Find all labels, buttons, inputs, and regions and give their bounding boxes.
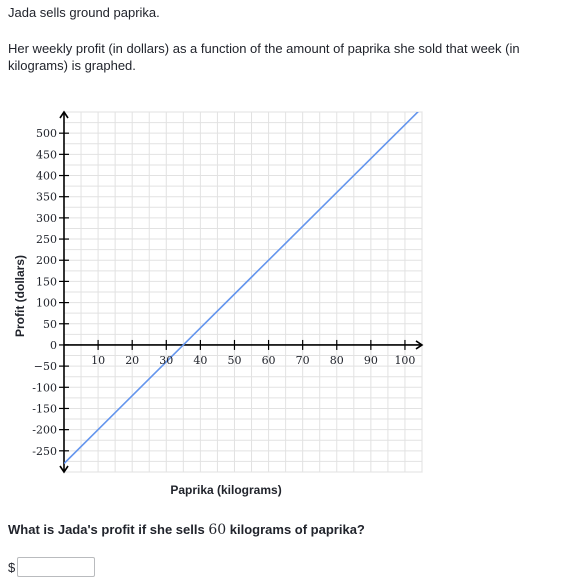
currency-symbol: $ — [8, 559, 16, 575]
y-tick-label: 150 — [36, 275, 57, 289]
x-tick-label: 90 — [363, 353, 378, 367]
y-tick-label: 450 — [36, 148, 57, 162]
x-tick-label: 80 — [329, 353, 344, 367]
y-tick-label: 350 — [36, 190, 57, 204]
y-tick-label: -100 — [32, 381, 57, 395]
x-axis-title: Paprika (kilograms) — [170, 483, 282, 497]
y-tick-label: 500 — [36, 127, 57, 141]
question-text — [8, 521, 365, 539]
y-tick-label: 200 — [36, 254, 57, 268]
y-tick-label: 50 — [43, 317, 57, 331]
y-tick-label: 300 — [36, 211, 57, 225]
x-tick-label: 50 — [227, 353, 242, 367]
x-tick-label: 70 — [295, 353, 310, 367]
x-tick-label: 40 — [193, 353, 208, 367]
x-tick-label: 60 — [261, 353, 276, 367]
grid — [64, 112, 422, 472]
y-tick-label: 100 — [36, 296, 57, 310]
question-number: 60 — [208, 522, 227, 538]
profit-graph — [0, 108, 584, 508]
y-tick-label: -250 — [32, 444, 57, 458]
question-suffix: kilograms of paprika? — [226, 522, 365, 537]
x-tick-label: 30 — [159, 353, 174, 367]
y-tick-label: 250 — [36, 233, 57, 247]
profit-answer-input[interactable] — [17, 557, 95, 577]
y-tick-label: −50 — [33, 360, 57, 374]
y-tick-label: -200 — [32, 423, 57, 437]
y-tick-label: -150 — [32, 402, 57, 416]
intro-text: Jada sells ground paprika. — [8, 5, 160, 20]
x-tick-label: 20 — [125, 353, 140, 367]
y-tick-label: 400 — [36, 169, 57, 183]
question-prefix: What is Jada's profit if she sells — [8, 522, 209, 537]
profit-line — [64, 111, 419, 463]
y-tick-label: 0 — [50, 338, 57, 352]
x-tick-label: 10 — [91, 353, 106, 367]
answer-row — [8, 557, 95, 577]
series — [64, 111, 419, 463]
x-tick-label: 100 — [394, 353, 416, 367]
y-axis-title: Profit (dollars) — [13, 254, 27, 338]
prompt-text: Her weekly profit (in dollars) as a function of the amount of paprika she sold that week (in kilograms) is graphed. — [8, 41, 520, 73]
